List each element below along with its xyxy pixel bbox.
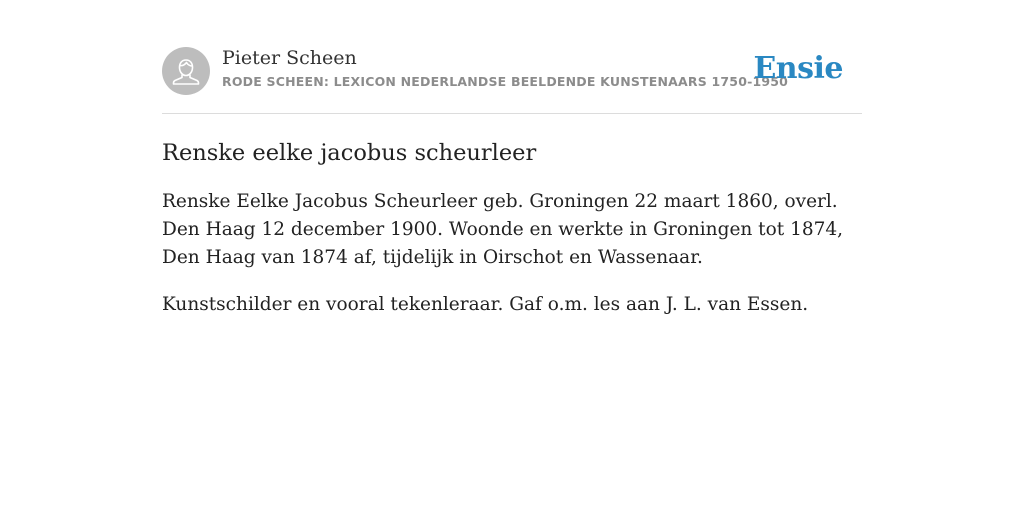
article-title: Renske eelke jacobus scheurleer xyxy=(162,140,537,166)
article-body xyxy=(162,138,862,319)
author-name[interactable]: Pieter Scheen xyxy=(222,47,357,69)
article-header xyxy=(162,46,862,114)
source-title[interactable]: RODE SCHEEN: LEXICON NEDERLANDSE BEELDENDE KUNSTENAARS 1750-1950 xyxy=(222,74,789,89)
page xyxy=(162,0,862,319)
author-avatar[interactable] xyxy=(162,47,210,95)
article-paragraph: Renske Eelke Jacobus Scheurleer geb. Groningen 22 maart 1860, overl. Den Haag 12 december 1900. Woonde en werkte in Groningen tot 1874, Den Haag van 1874 af, tijdelijk in Oirschot en Wassenaar. xyxy=(162,191,844,268)
ensie-logo[interactable]: Ensie xyxy=(753,51,843,86)
article-paragraph: Kunstschilder en vooral tekenleraar. Gaf o.m. les aan J. L. van Essen. xyxy=(162,294,809,315)
user-icon xyxy=(162,47,210,95)
